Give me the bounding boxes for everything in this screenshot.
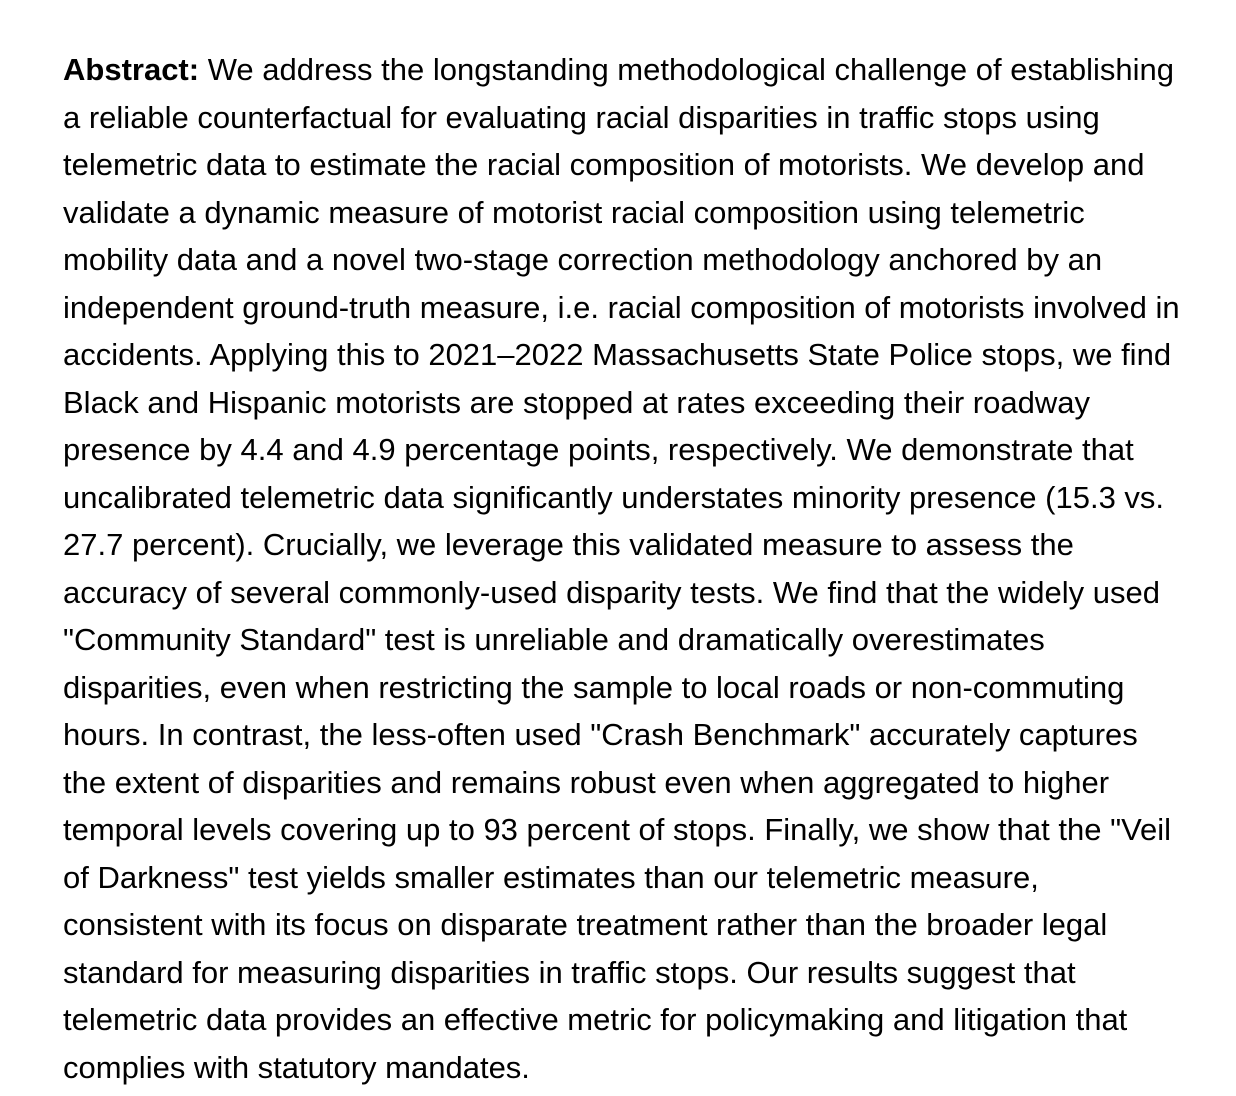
abstract-label: Abstract: [63, 52, 200, 87]
abstract-paragraph [0, 31, 1180, 1091]
abstract-text: We address the longstanding methodological challenge of establishing a reliable counterfactual for evaluating racial disparities in traffic stops using telemetric data to estimate the racial composition of motorists. We develop and validate a dynamic measure of motorist racial composition using telemetric mobility data and a novel two-stage correction methodology anchored by an independent ground-truth measure, i.e. racial composition of motorists involved in accidents. Applying this to 2021–2022 Massachusetts State Police stops, we find Black and Hispanic motorists are stopped at rates exceeding their roadway presence by 4.4 and 4.9 percentage points, respectively. We demonstrate that uncalibrated telemetric data significantly understates minority presence (15.3 vs. 27.7 percent). Crucially, we leverage this validated measure to assess the accuracy of several commonly-used disparity tests. We find that the widely used "Community Standard" test is unreliable and dramatically overestimates disparities, even when restricting the sample to local roads or non-commuting hours. In contrast, the less-often used "Crash Benchmark" accurately captures the extent of disparities and remains robust even when aggregated to higher temporal levels covering up to 93 percent of stops. Finally, we show that the "Veil of Darkness" test yields smaller estimates than our telemetric measure, consistent with its focus on disparate treatment rather than the broader legal standard for measuring disparities in traffic stops. Our results suggest that telemetric data provides an effective metric for policymaking and litigation that complies with statutory mandates. [63, 52, 1180, 1085]
